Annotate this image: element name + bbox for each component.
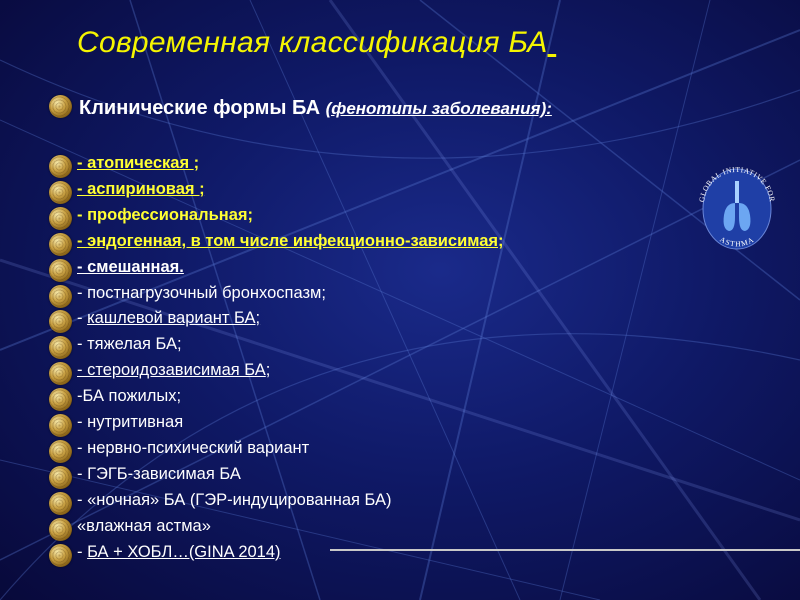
- logo-top-text: GLOBAL INITIATIVE FOR: [697, 164, 777, 203]
- list-item-text: - «ночная» БА (ГЭР-индуцированная БА): [77, 491, 392, 509]
- list-item-text: «влажная астма»: [77, 517, 211, 535]
- list-item-text: - эндогенная, в том числе инфекционно-зависимая;: [77, 232, 504, 250]
- list-item-text: БА + ХОБЛ…(GINA 2014): [87, 543, 281, 561]
- section-heading: Клинические формы БА (фенотипы заболевания):: [79, 97, 552, 119]
- bullet-icon: [49, 233, 72, 256]
- list-item-text: -: [77, 543, 88, 561]
- list-item: [77, 309, 260, 328]
- list-item-text: - профессиональная;: [77, 206, 253, 224]
- list-item: [77, 387, 181, 406]
- list-item: [77, 180, 205, 199]
- list-item: [77, 206, 253, 225]
- bullet-icon: [49, 259, 72, 282]
- bullet-icon: [49, 207, 72, 230]
- bullet-icon: [49, 181, 72, 204]
- list-item-text: - нутритивная: [77, 413, 184, 431]
- slide-title: Современная классификация БА: [77, 26, 548, 59]
- list-item: [77, 335, 182, 354]
- list-item: [77, 284, 326, 303]
- bullet-icon: [49, 336, 72, 359]
- list-item-text: - стероидозависимая БА: [77, 361, 266, 379]
- list-item-text: кашлевой вариант БА;: [87, 309, 261, 327]
- list-item-text: - ГЭГБ-зависимая БА: [77, 465, 241, 483]
- list-item: [77, 413, 183, 432]
- bullet-icon: [49, 362, 72, 385]
- list-item-text: ;: [193, 154, 200, 172]
- list-item-text: - нервно-психический вариант: [77, 439, 310, 457]
- list-item-text: ;: [265, 361, 271, 379]
- bullet-icon: [49, 95, 72, 118]
- list-item: [77, 465, 241, 484]
- list-item: [77, 258, 184, 277]
- divider-line: [330, 549, 800, 551]
- list-item-text: - атопическая: [77, 154, 194, 172]
- list-item: [77, 491, 391, 510]
- list-item: [77, 154, 199, 173]
- bullet-icon: [49, 285, 72, 308]
- list-item: [77, 232, 504, 251]
- bullet-icon: [49, 544, 72, 567]
- list-item: [77, 543, 281, 562]
- list-item-text: -: [77, 309, 88, 327]
- list-item: [77, 361, 270, 380]
- bullet-icon: [49, 414, 72, 437]
- logo-bottom-text: ASTHMA: [718, 234, 756, 249]
- list-item-text: - смешанная.: [77, 258, 184, 276]
- bullet-icon: [49, 466, 72, 489]
- list-item: [77, 439, 309, 458]
- list-item-text: - постнагрузочный бронхоспазм;: [77, 284, 326, 302]
- bullet-icon: [49, 440, 72, 463]
- list-item-text: - тяжелая БА;: [77, 335, 182, 353]
- list-item-text: -БА пожилых;: [77, 387, 182, 405]
- bullet-icon: [49, 492, 72, 515]
- gina-logo-icon: [694, 159, 780, 259]
- bullet-icon: [49, 388, 72, 411]
- bullet-icon: [49, 518, 72, 541]
- list-item: [77, 517, 211, 536]
- bullet-icon: [49, 310, 72, 333]
- list-item-text: - аспириновая ;: [77, 180, 205, 198]
- bullet-icon: [49, 155, 72, 178]
